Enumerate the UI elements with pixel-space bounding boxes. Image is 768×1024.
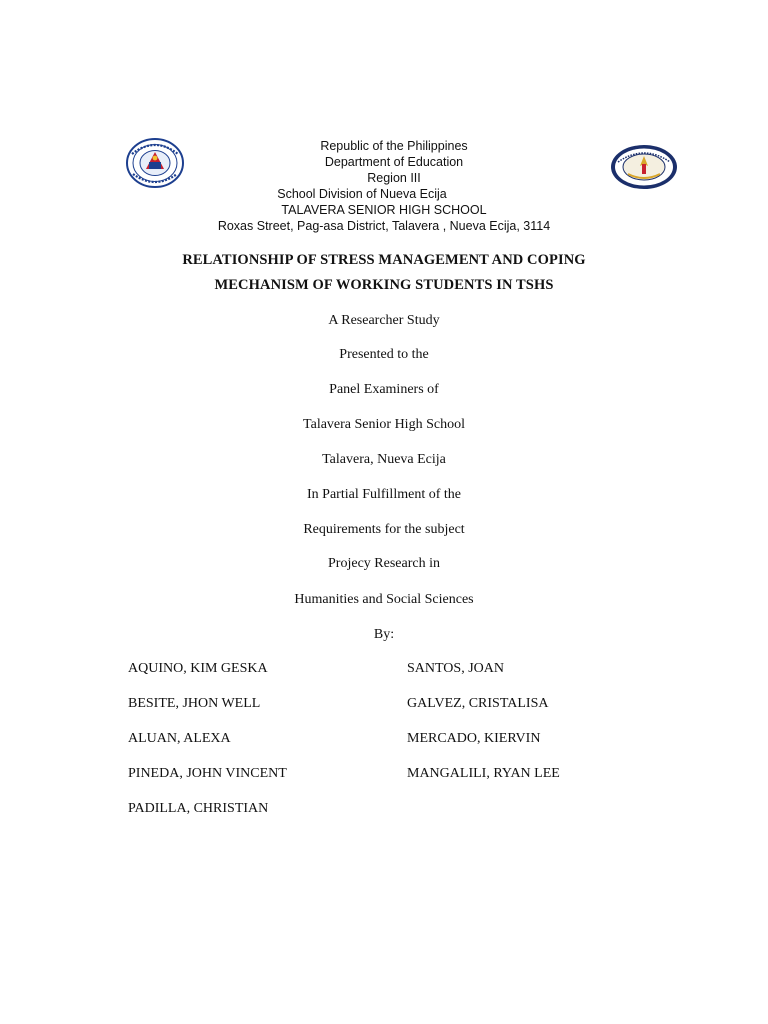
author-name: MERCADO, KIERVIN [407,731,541,746]
author-name: ALUAN, ALEXA [128,731,231,746]
body-line-location: Talavera, Nueva Ecija [322,452,446,467]
body-line-strand: Humanities and Social Sciences [294,592,474,607]
body-line-subject: Projecy Research in [328,556,440,571]
body-line-study: A Researcher Study [328,313,440,328]
body-line-school: Talavera Senior High School [303,417,465,432]
author-name: PADILLA, CHRISTIAN [128,801,269,816]
body-line-by: By: [373,627,395,642]
document-title-line-2: MECHANISM OF WORKING STUDENTS IN TSHS [214,277,554,293]
header-department: Department of Education [324,155,464,169]
header-address: Roxas Street, Pag-asa District, Talavera , Nueva Ecija, 3114 [217,219,551,233]
author-name: PINEDA, JOHN VINCENT [128,766,287,781]
author-name: SANTOS, JOAN [407,661,504,676]
header-division: School Division of Nueva Ecija [277,187,447,201]
author-name: GALVEZ, CRISTALISA [407,696,549,711]
header-school: TALAVERA SENIOR HIGH SCHOOL [281,203,487,217]
body-line-panel: Panel Examiners of [329,382,439,397]
document-title-line-1: RELATIONSHIP OF STRESS MANAGEMENT AND COPING [182,252,586,268]
header-country: Republic of the Philippines [320,139,468,153]
body-line-presented: Presented to the [339,347,429,362]
header-region: Region III [367,171,421,185]
author-name: AQUINO, KIM GESKA [128,661,268,676]
body-line-requirements: Requirements for the subject [303,522,465,537]
author-name: MANGALILI, RYAN LEE [407,766,560,781]
body-line-fulfillment: In Partial Fulfillment of the [307,487,461,502]
author-name: BESITE, JHON WELL [128,696,261,711]
